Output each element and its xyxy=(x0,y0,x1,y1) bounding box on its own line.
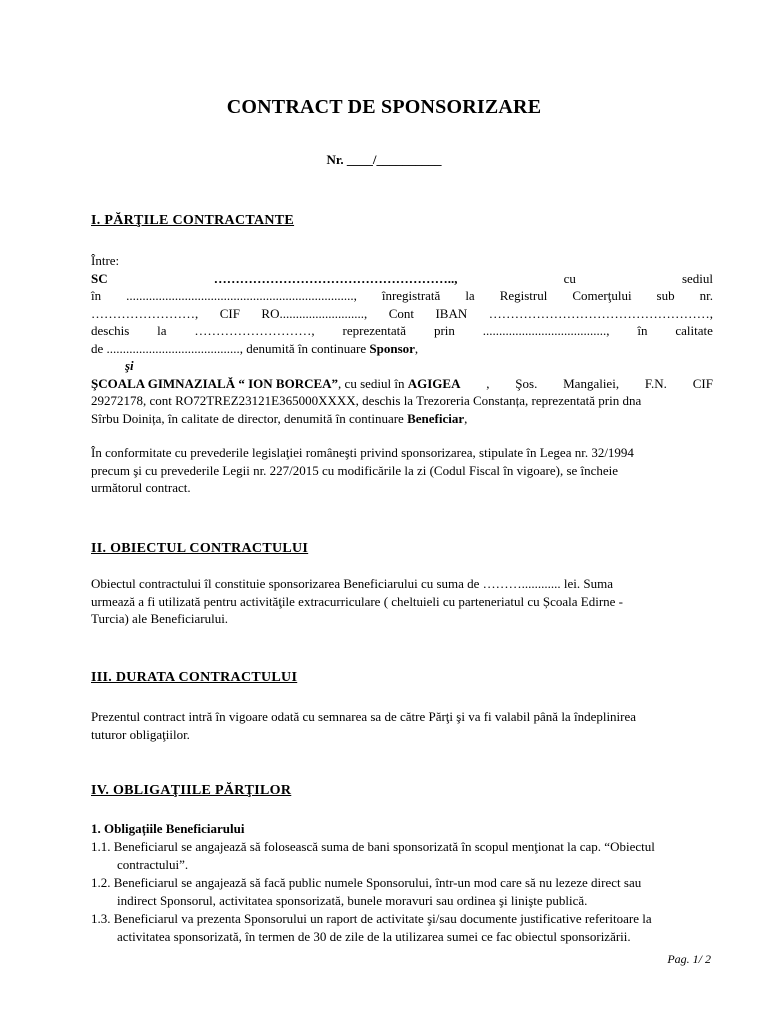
punctuation: , xyxy=(464,410,468,426)
object-line-2: urmează a fi utilizată pentru activităţile extracurriculare ( cheltuieli cu parteneriatul cu Școala Edirne - xyxy=(91,593,624,609)
text-word: în xyxy=(637,323,648,338)
conformity-line-2: precum şi cu prevederile Legii nr. 227/2015 cu modificările la zi (Codul Fiscal în vigoare), se încheie xyxy=(91,462,619,478)
beneficiary-city: AGIGEA xyxy=(407,375,461,391)
sponsor-name-blank: ……………………………………………….., xyxy=(213,270,458,286)
between-label: Între: xyxy=(91,253,120,268)
beneficiary-obligations-heading: 1. Obligațiile Beneficiarului xyxy=(91,821,245,836)
sponsor-sc: SC xyxy=(91,270,108,286)
text-word: prin xyxy=(433,323,455,338)
sponsor-line-4 xyxy=(91,322,713,340)
sponsor-line-5 xyxy=(91,340,713,358)
object-paragraph xyxy=(91,575,713,628)
conformity-line-3: următorul contract. xyxy=(91,480,191,495)
text-word: în xyxy=(91,288,102,303)
obligation-line: activitatea sponsorizată, în termen de 30 de zile de la utilizarea sumei ce fac obiectul sponsorizării. xyxy=(117,928,631,944)
representative-blank: ......................................, xyxy=(482,323,610,338)
text-word: Cont xyxy=(388,305,414,321)
text-word: nr. xyxy=(699,288,713,303)
sponsor-capacity-text: de ........................................., denumită în continuare xyxy=(91,340,370,356)
text-word: Mangaliei, xyxy=(563,375,620,391)
section-heading-parties: I. PĂRŢILE CONTRACTANTE xyxy=(91,213,295,228)
text-word: calitate xyxy=(675,323,713,338)
obligation-line: contractului”. xyxy=(117,856,189,872)
contract-number: Nr. ____/__________ xyxy=(326,152,442,167)
registry-number-blank: ……………………, xyxy=(91,305,199,321)
text-word: Registrul xyxy=(499,288,548,303)
text-word: cu xyxy=(563,270,576,286)
parties-block xyxy=(91,252,713,427)
document-title: CONTRACT DE SPONSORIZARE xyxy=(226,96,542,118)
duration-paragraph xyxy=(91,708,713,743)
text-word: la xyxy=(157,323,167,338)
text-word: la xyxy=(465,288,475,303)
text-word: IBAN xyxy=(435,305,468,321)
obligation-item xyxy=(91,838,713,873)
obligation-line: indirect Sponsorul, activitatea sponsorizată, bunele moravuri sau ordinea şi linişte publică. xyxy=(117,892,588,908)
beneficiary-line-2: 29272178, cont RO72TREZ23121E365000XXXX, deschis la Trezoreria Constanța, reprezentată prin dna xyxy=(91,393,642,408)
text-word: deschis xyxy=(91,323,130,338)
and-connector: şi xyxy=(125,358,134,373)
obligation-item xyxy=(91,910,713,945)
obligation-line: 1.2. Beneficiarul se angajează să facă public numele Sponsorului, într-un mod care să nu lezeze direct sau xyxy=(91,875,642,890)
sponsor-term: Sponsor xyxy=(369,340,415,356)
text-word: sub xyxy=(656,288,675,303)
page-number: Pag. 1/ 2 xyxy=(667,952,711,966)
section-heading-obligations: IV. OBLIGAŢIILE PĂRŢILOR xyxy=(91,783,292,798)
section-heading-duration: III. DURATA CONTRACTULUI xyxy=(91,670,298,685)
text-word: Comerţului xyxy=(572,288,632,303)
beneficiary-line-1 xyxy=(91,375,713,393)
punctuation: , xyxy=(414,340,419,356)
duration-line-2: tuturor obligaţiilor. xyxy=(91,726,190,742)
obligation-line: 1.3. Beneficiarul va prezenta Sponsorului un raport de activitate şi/sau documente justificative referitoare la xyxy=(91,911,652,926)
iban-blank: ……………………………………………, xyxy=(488,305,713,321)
sponsor-line-1 xyxy=(91,270,713,288)
duration-line-1: Prezentul contract intră în vigoare odată cu semnarea sa de către Părţi şi va fi valabil până la îndeplinirea xyxy=(91,709,637,724)
section-heading-object: II. OBIECTUL CONTRACTULUI xyxy=(91,541,309,556)
text-word: reprezentată xyxy=(342,323,407,338)
text-word: Şos. xyxy=(515,375,538,391)
sponsor-address-blank: ......................................................................, xyxy=(126,288,357,303)
sponsor-line-2 xyxy=(91,287,713,305)
text-word: sediul xyxy=(681,270,713,286)
beneficiary-capacity-text: Sîrbu Doinița, în calitate de director, denumită în continuare xyxy=(91,410,408,426)
text-word: înregistrată xyxy=(381,288,441,303)
bank-blank: ………………………, xyxy=(194,323,315,338)
conformity-line-1: În conformitate cu prevederile legislaţiei româneşti privind sponsorizarea, stipulate în Legea nr. 32/1994 xyxy=(91,445,634,460)
obligation-item xyxy=(91,874,713,909)
text-fragment: , cu sediul în xyxy=(338,375,408,391)
beneficiary-name: ŞCOALA GIMNAZIALĂ “ ION BORCEA” xyxy=(91,375,339,391)
conformity-paragraph xyxy=(91,444,713,497)
punctuation: , xyxy=(486,375,490,391)
object-line-1: Obiectul contractului îl constituie sponsorizarea Beneficiarului cu suma de ………............ lei. Suma xyxy=(91,576,614,591)
text-word: CIF xyxy=(219,305,240,321)
sponsor-line-3 xyxy=(91,305,713,323)
cif-blank: RO.........................., xyxy=(261,305,368,321)
beneficiary-term: Beneficiar xyxy=(407,410,465,426)
text-word: CIF xyxy=(692,375,713,391)
object-line-3: Turcia) ale Beneficiarului. xyxy=(91,611,229,626)
text-word: F.N. xyxy=(644,375,667,391)
beneficiary-line-3 xyxy=(91,410,713,428)
obligation-line: 1.1. Beneficiarul se angajează să folosească suma de bani sponsorizată în scopul menţionat la cap. “Obiectul xyxy=(91,839,655,854)
